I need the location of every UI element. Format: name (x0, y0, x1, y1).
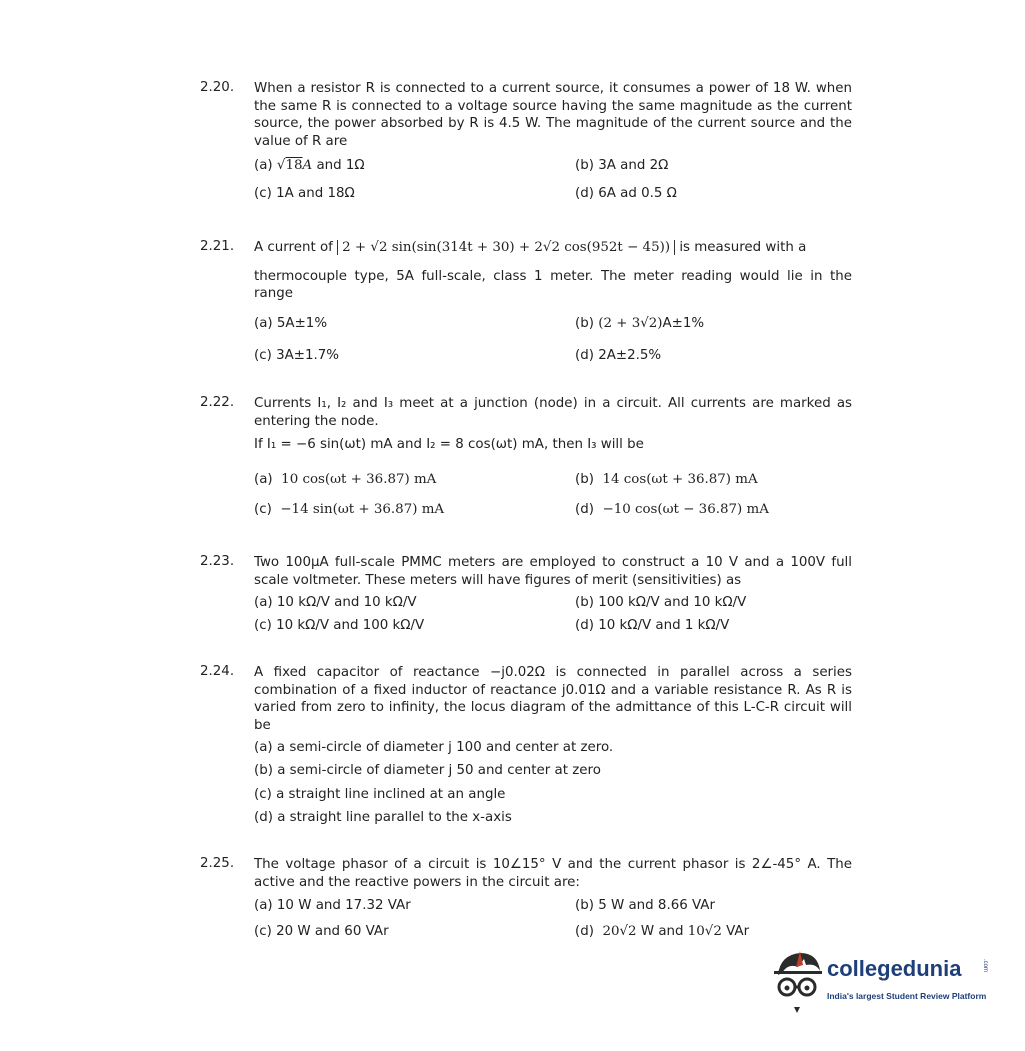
option-d: (d) 10 kΩ/V and 1 kΩ/V (575, 618, 730, 633)
question-number: 2.22. (200, 395, 235, 410)
option-label: (a) (254, 472, 273, 487)
question-text: A fixed capacitor of reactance −j0.02Ω is connected in parallel across a series combination of a fixed inductor of reactance j0.01Ω and a variable resistance R. As R is varied from zero to infinity, the locus diagram of the admittance of this L-C-R circuit will be (254, 665, 852, 733)
option-b: (b) a semi-circle of diameter j 50 and center at zero (254, 763, 601, 778)
option-c: (c) a straight line inclined at an angle (254, 787, 506, 802)
option-b: (b) 3A and 2Ω (575, 158, 669, 173)
option-b: (b) 5 W and 8.66 VAr (575, 898, 715, 913)
reactive-power-value: 10√2 (687, 924, 722, 939)
option-label: (d) (575, 502, 594, 517)
logo-wordmark: collegedunia (827, 956, 962, 981)
question-number: 2.21. (200, 239, 235, 254)
option-mid: W and (636, 924, 688, 939)
collegedunia-logo (770, 945, 995, 1015)
question-condition: If I₁ = −6 sin(ωt) mA and I₂ = 8 cos(ωt) mA, then I₃ will be (254, 437, 644, 452)
option-end: VAr (721, 924, 750, 939)
current-expression: 2 + √2 sin(sin(314t + 30) + 2√2 cos(952t − 45)) (337, 240, 675, 255)
option-a: (a) 5A±1% (254, 316, 328, 331)
option-b (575, 472, 758, 487)
question-number: 2.23. (200, 554, 235, 569)
option-c: (c) 10 kΩ/V and 100 kΩ/V (254, 618, 425, 633)
question-number: 2.24. (200, 664, 235, 679)
option-d: (d) 6A ad 0.5 Ω (575, 186, 677, 201)
option-c: (c) 3A±1.7% (254, 348, 339, 363)
option-label: (d) (575, 924, 594, 939)
option-b (575, 316, 704, 331)
sqrt-expression: √18A (276, 158, 313, 173)
option-c: (c) 20 W and 60 VAr (254, 924, 389, 939)
option-a: (a) 10 W and 17.32 VAr (254, 898, 411, 913)
question-2-20 (200, 80, 852, 150)
option-label: (c) (254, 502, 272, 517)
question-2-25 (200, 856, 852, 891)
text-pre: A current of (254, 240, 333, 255)
option-d: (d) a straight line parallel to the x-axis (254, 810, 512, 825)
question-2-23 (200, 554, 852, 589)
option-expression: 14 cos(ωt + 36.87) mA (602, 472, 758, 487)
question-text: The voltage phasor of a circuit is 10∠15° V and the current phasor is 2∠-45° A. The active and the reactive powers in the circuit are: (254, 857, 852, 890)
active-power-value: 20√2 (602, 924, 637, 939)
option-a (254, 158, 365, 173)
question-first-line (254, 239, 852, 257)
question-2-24 (200, 664, 852, 734)
option-expression: 10 cos(ωt + 36.87) mA (281, 472, 437, 487)
option-label: (b) (575, 472, 594, 487)
option-rest: A±1% (662, 316, 705, 331)
question-text: Currents I₁, I₂ and I₃ meet at a junction (node) in a circuit. All currents are marked as entering the node. (254, 396, 852, 429)
option-c: (c) 1A and 18Ω (254, 186, 355, 201)
question-text: thermocouple type, 5A full-scale, class 1 meter. The meter reading would lie in the range (254, 268, 852, 301)
text-post: is measured with a (679, 240, 807, 255)
question-text: When a resistor R is connected to a current source, it consumes a power of 18 W. when the same R is connected to a voltage source having the same magnitude as the current source, the power absorbed by R is 4.5 W. The magnitude of the current source and the value of R are (254, 81, 852, 149)
option-label: (a) (254, 158, 273, 173)
option-b: (b) 100 kΩ/V and 10 kΩ/V (575, 595, 747, 610)
option-a (254, 472, 436, 487)
logo-tagline: India's largest Student Review Platform (827, 991, 987, 1001)
option-d (575, 502, 769, 517)
option-d (575, 924, 749, 939)
option-expression: −14 sin(ωt + 36.87) mA (280, 502, 445, 517)
option-label: (b) (575, 316, 594, 331)
option-a: (a) 10 kΩ/V and 10 kΩ/V (254, 595, 417, 610)
question-number: 2.25. (200, 856, 235, 871)
option-expression: (2 + 3√2) (598, 316, 663, 331)
option-rest: and 1Ω (312, 158, 365, 173)
unit: A (302, 158, 313, 173)
question-2-21 (200, 239, 852, 303)
option-a: (a) a semi-circle of diameter j 100 and center at zero. (254, 740, 614, 755)
question-2-22 (200, 395, 852, 454)
question-number: 2.20. (200, 80, 235, 95)
option-expression: −10 cos(ωt − 36.87) mA (602, 502, 769, 517)
mascot-icon (770, 945, 828, 1015)
radicand: 18 (285, 158, 303, 173)
option-c (254, 502, 444, 517)
option-d: (d) 2A±2.5% (575, 348, 662, 363)
question-text: Two 100μA full-scale PMMC meters are employed to construct a 10 V and a 100V full scale voltmeter. These meters will have figures of merit (sensitivities) as (254, 555, 852, 588)
logo-domain: .com (982, 959, 988, 973)
